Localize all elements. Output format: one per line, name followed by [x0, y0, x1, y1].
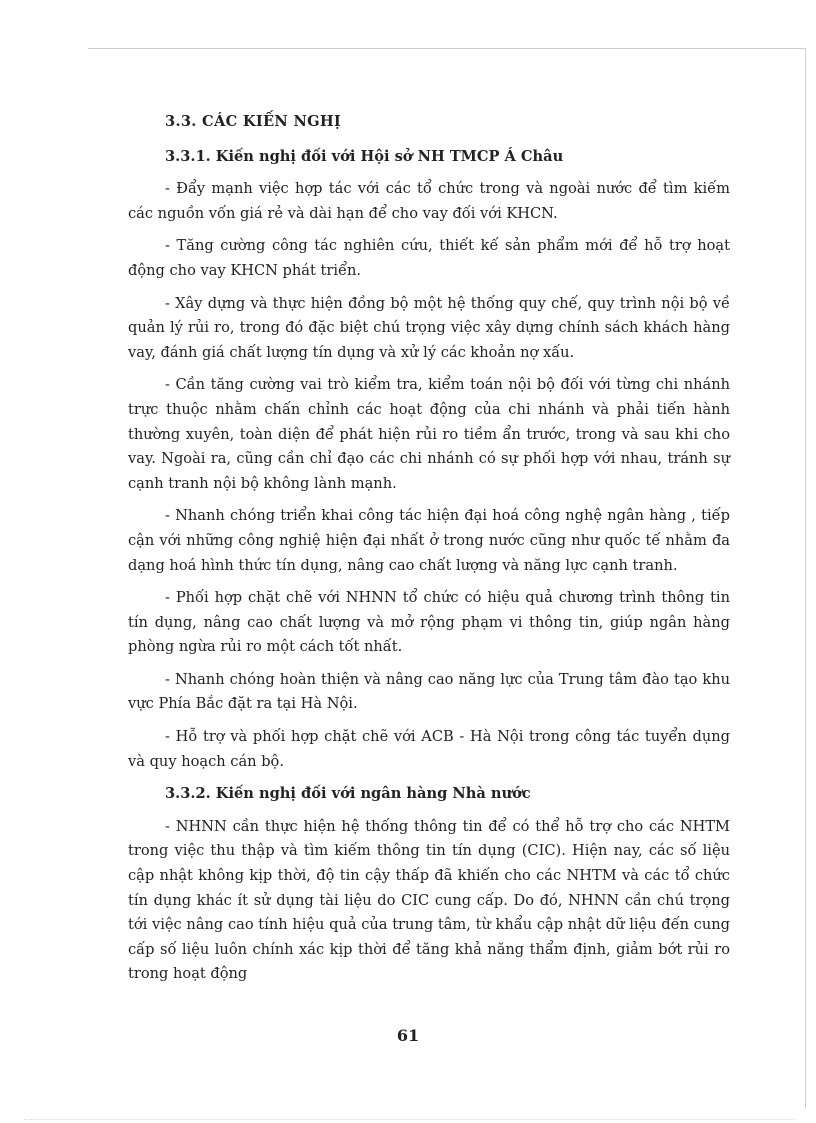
paragraph: - Đẩy mạnh việc hợp tác với các tổ chức trong và ngoài nước để tìm kiếm các nguồn vốn giá rẻ và dài hạn để cho vay đối với KHCN. — [128, 180, 730, 222]
paragraph: - Tăng cường công tác nghiên cứu, thiết kế sản phẩm mới để hỗ trợ hoạt động cho vay KHCN phát triển. — [128, 237, 730, 279]
page-number: 61 — [396, 1026, 420, 1045]
document-body — [128, 110, 730, 995]
paragraph: - Nhanh chóng hoàn thiện và nâng cao năng lực của Trung tâm đào tạo khu vực Phía Bắc đặt ra tại Hà Nội. — [128, 670, 730, 713]
section-heading: 3.3. CÁC KIẾN NGHỊ — [165, 113, 342, 130]
paragraph: - Nhanh chóng triển khai công tác hiện đại hoá công nghệ ngân hàng , tiếp cận với những công nghiệ hiện đại nhất ở trong nước cũng như quốc tế nhằm đa dạng hoá hình thức tín dụng, nâng cao chất lượng và năng lực cạnh tranh. — [128, 507, 730, 574]
paragraph: - Cần tăng cường vai trò kiểm tra, kiểm toán nội bộ đối với từng chi nhánh trực thuộc nhằm chấn chỉnh các hoạt động của chi nhánh và phải tiến hành thường xuyên, toàn diện để phát hiện rủi ro tiềm ẩn trước, trong và sau khi cho vay. Ngoài ra, cũng cần chỉ đạo các chi nhánh có sự phối hợp với nhau, tránh sự cạnh tranh nội bộ không lành mạnh. — [128, 376, 730, 492]
paragraph: - Xây dựng và thực hiện đồng bộ một hệ thống quy chế, quy trình nội bộ về quản lý rủi ro, trong đó đặc biệt chú trọng việc xây dựng chính sách khách hàng vay, đánh giá chất lượng tín dụng và xử lý các khoản nợ xấu. — [128, 294, 730, 361]
paragraph: - Hỗ trợ và phối hợp chặt chẽ với ACB - Hà Nội trong công tác tuyển dụng và quy hoạch cán bộ. — [128, 728, 730, 770]
subsection-heading: 3.3.2. Kiến nghị đối với ngân hàng Nhà nước — [165, 785, 531, 803]
subsection-heading: 3.3.1. Kiến nghị đối với Hội sở NH TMCP Á Châu — [165, 147, 564, 165]
page-bottom-divider — [24, 1119, 794, 1120]
paragraph: - Phối hợp chặt chẽ với NHNN tổ chức có hiệu quả chương trình thông tin tín dụng, nâng cao chất lượng và mở rộng phạm vi thông tin, giúp ngân hàng phòng ngừa rủi ro một cách tốt nhất. — [128, 589, 730, 656]
paragraph: - NHNN cần thực hiện hệ thống thông tin để có thể hỗ trợ cho các NHTM trong việc thu thập và tìm kiếm thông tin tín dụng (CIC). Hiện nay, các số liệu cập nhật không kịp thời, độ tin cậy thấp đã khiến cho các NHTM và các tổ chức tín dụng khác ít sử dụng tài liệu do CIC cung cấp. Do đó, NHNN cần chú trọng tới việc nâng cao tính hiệu quả của trung tâm, từ khẩu cập nhật dữ liệu đến cung cấp số liệu luôn chính xác kịp thời để tăng khả năng thẩm định, giảm bớt rủi ro trong hoạt động — [128, 817, 730, 983]
